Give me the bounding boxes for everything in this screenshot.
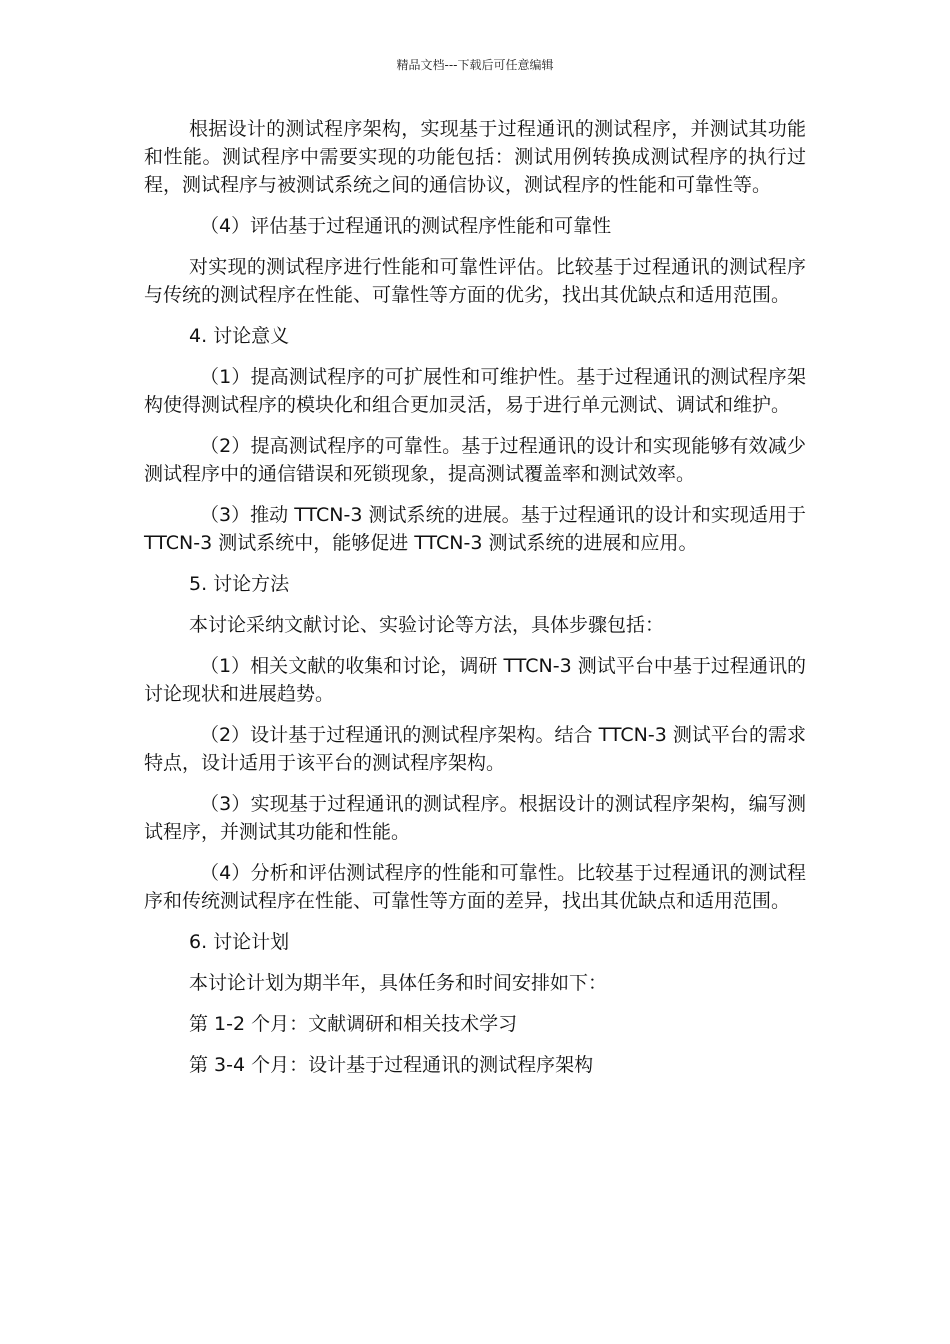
paragraph-plan-month-1-2: 第 1-2 个月：文献调研和相关技术学习 bbox=[189, 1013, 518, 1035]
paragraph-step-4-title: （4）评估基于过程通讯的测试程序性能和可靠性 bbox=[200, 215, 612, 237]
paragraph-method-3: （3）实现基于过程通讯的测试程序。根据设计的测试程序架构，编写测试程序，并测试其功能和性能。 bbox=[144, 793, 806, 843]
paragraph-significance-2: （2）提高测试程序的可靠性。基于过程通讯的设计和实现能够有效减少测试程序中的通信错误和死锁现象，提高测试覆盖率和测试效率。 bbox=[144, 435, 806, 485]
paragraph-method-4: （4）分析和评估测试程序的性能和可靠性。比较基于过程通讯的测试程序和传统测试程序在性能、可靠性等方面的差异，找出其优缺点和适用范围。 bbox=[144, 862, 806, 912]
section-heading-significance: 4. 讨论意义 bbox=[189, 325, 290, 347]
paragraph-plan-month-3-4: 第 3-4 个月：设计基于过程通讯的测试程序架构 bbox=[189, 1054, 594, 1076]
paragraph-significance-1: （1）提高测试程序的可扩展性和可维护性。基于过程通讯的测试程序架构使得测试程序的模块化和组合更加灵活，易于进行单元测试、调试和维护。 bbox=[144, 366, 806, 416]
paragraph-evaluation-description: 对实现的测试程序进行性能和可靠性评估。比较基于过程通讯的测试程序与传统的测试程序在性能、可靠性等方面的优劣，找出其优缺点和适用范围。 bbox=[144, 256, 806, 306]
section-heading-plan: 6. 讨论计划 bbox=[189, 931, 290, 953]
paragraph-methods-intro: 本讨论采纳文献讨论、实验讨论等方法，具体步骤包括： bbox=[189, 614, 665, 636]
paragraph-plan-intro: 本讨论计划为期半年，具体任务和时间安排如下： bbox=[189, 972, 608, 994]
section-heading-methods: 5. 讨论方法 bbox=[189, 573, 290, 595]
paragraph-significance-3: （3）推动 TTCN-3 测试系统的进展。基于过程通讯的设计和实现适用于 TTCN-3 测试系统中，能够促进 TTCN-3 测试系统的进展和应用。 bbox=[144, 504, 806, 554]
paragraph-method-1: （1）相关文献的收集和讨论，调研 TTCN-3 测试平台中基于过程通讯的讨论现状和进展趋势。 bbox=[144, 655, 806, 705]
document-body bbox=[144, 115, 806, 1079]
paragraph-method-2: （2）设计基于过程通讯的测试程序架构。结合 TTCN-3 测试平台的需求特点，设计适用于该平台的测试程序架构。 bbox=[144, 724, 806, 774]
page-header: 精品文档---下载后可任意编辑 bbox=[396, 58, 554, 72]
paragraph-implementation-description: 根据设计的测试程序架构，实现基于过程通讯的测试程序，并测试其功能和性能。测试程序中需要实现的功能包括：测试用例转换成测试程序的执行过程，测试程序与被测试系统之间的通信协议，测试程序的性能和可靠性等。 bbox=[144, 118, 806, 196]
